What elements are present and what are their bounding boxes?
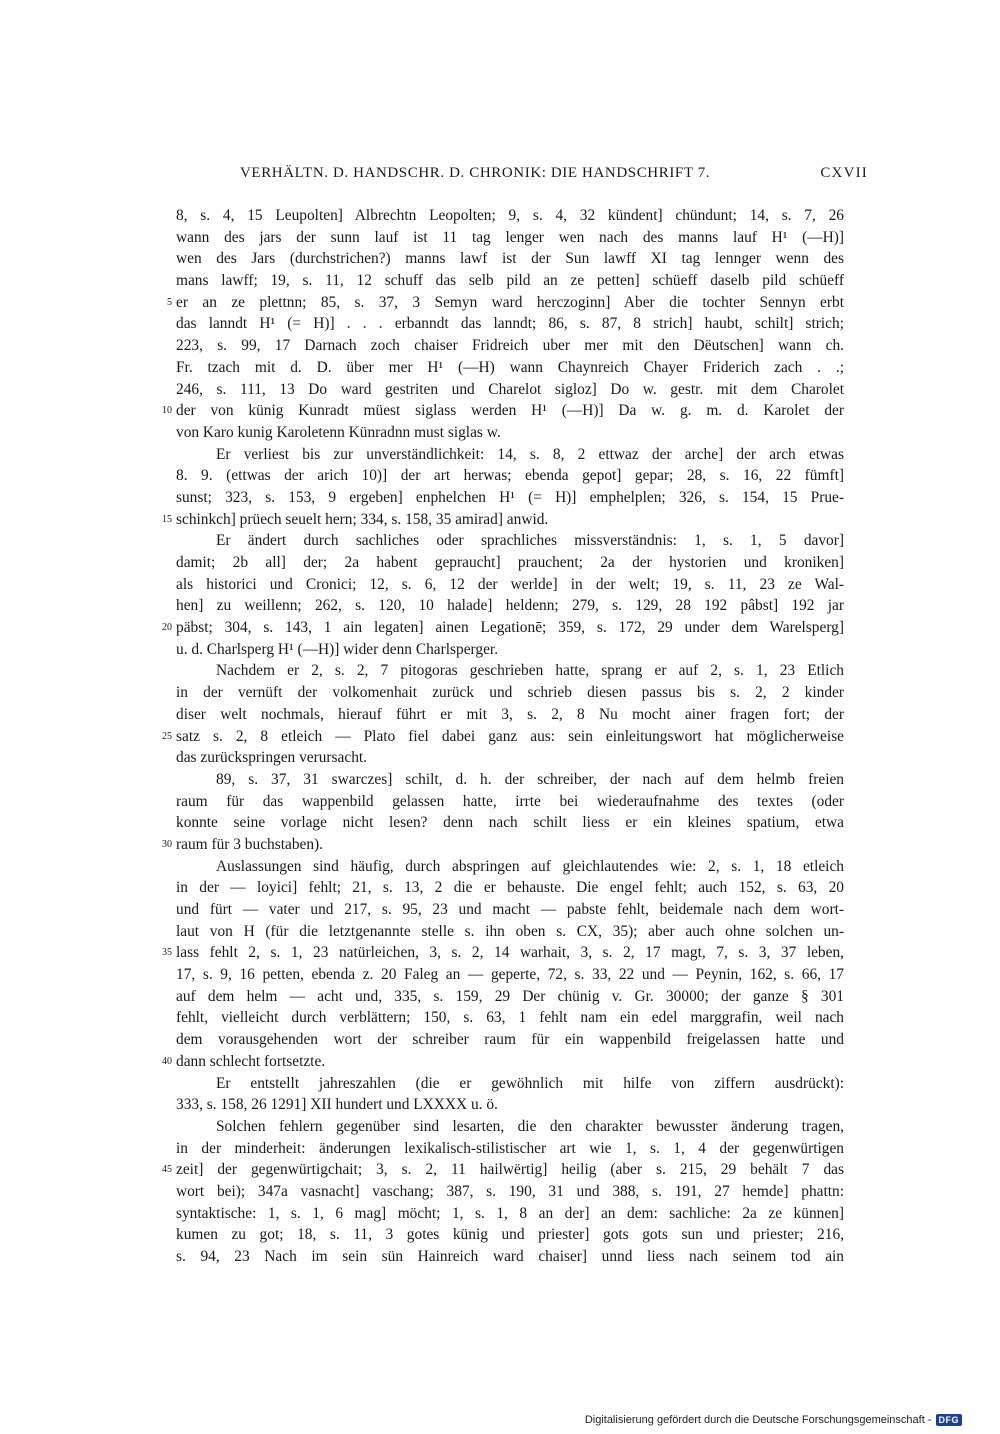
line-text: kumen zu got; 18, s. 11, 3 gotes künig und priester] gots gots sun und priester; 216, bbox=[176, 1226, 844, 1244]
text-line bbox=[176, 921, 844, 943]
line-text: wort bei); 347a vasnacht] vaschang; 387, s. 190, 31 und 388, s. 191, 27 hemde] phattn: bbox=[176, 1182, 844, 1200]
text-line bbox=[176, 530, 844, 552]
line-text: von Karo kunig Karoletenn Künradnn must siglas w. bbox=[176, 423, 501, 441]
running-header bbox=[240, 165, 868, 182]
text-line bbox=[162, 726, 844, 748]
line-text: 223, s. 99, 17 Darnach zoch chaiser Fridreich uber mer mit den Dëutschen] wann ch. bbox=[176, 337, 844, 355]
text-line bbox=[176, 270, 844, 292]
line-number: 30 bbox=[162, 838, 172, 850]
line-number: 15 bbox=[162, 513, 172, 525]
line-number: 40 bbox=[162, 1055, 172, 1067]
text-line bbox=[176, 986, 844, 1008]
text-line bbox=[176, 704, 844, 726]
line-text: diser welt nochmals, hierauf führt er mit 3, s. 2, 8 Nu mocht ainer fragen fort; der bbox=[176, 705, 844, 723]
line-text: laut von H (für die letztgenannte stelle s. ihn oben s. CX, 35); aber auch ohne solchen un- bbox=[176, 922, 844, 940]
line-text: raum für 3 buchstaben). bbox=[176, 835, 324, 853]
text-line bbox=[176, 1007, 844, 1029]
text-line bbox=[176, 791, 844, 813]
text-line bbox=[176, 227, 844, 249]
line-text: das zurückspringen verursacht. bbox=[176, 749, 368, 767]
line-text: 8, s. 4, 15 Leupolten] Albrechtn Leopolten; 9, s. 4, 32 kündent] chündunt; 14, s. 7, 26 bbox=[176, 207, 844, 224]
line-number: 5 bbox=[167, 296, 172, 308]
text-line bbox=[176, 964, 844, 986]
line-text: fehlt, vielleicht durch verblättern; 150, s. 63, 1 fehlt nam ein edel marggrafin, weil nach bbox=[176, 1009, 844, 1027]
text-line bbox=[176, 444, 844, 466]
line-text: konnte seine vorlage nicht lesen? denn nach schilt liess er ein kleines spatium, etwa bbox=[176, 814, 844, 832]
text-line bbox=[162, 509, 844, 531]
line-text: hen] zu weillenn; 262, s. 120, 10 halade] heldenn; 279, s. 129, 28 192 pâbst] 192 jar bbox=[176, 597, 844, 615]
text-line bbox=[162, 942, 844, 964]
line-text: dem vorausgehenden wort der schreiber raum für ein wappenbild freigelassen hatte und bbox=[176, 1031, 844, 1049]
line-text: dann schlecht fortsetzte. bbox=[176, 1052, 326, 1070]
line-text: Er verliest bis zur unverständlichkeit: 14, s. 8, 2 ettwaz der arche] der arch etwas bbox=[216, 445, 844, 463]
line-text: Solchen fehlern gegenüber sind lesarten, die den charakter bewusster änderung tragen, bbox=[216, 1117, 844, 1135]
line-text: mans lawff; 19, s. 11, 12 schuff das selb pild an ze petten] schüeff daselb pild schüeff bbox=[176, 272, 844, 290]
text-line bbox=[162, 400, 844, 422]
line-text: der von künig Kunradt müest siglass werden H¹ (—H)] Da w. g. m. d. Karolet der bbox=[176, 402, 844, 420]
text-line bbox=[167, 292, 844, 314]
line-text: satz s. 2, 8 etleich — Plato fiel dabei ganz aus: sein einleitungswort hat möglicherweise bbox=[176, 727, 844, 745]
text-line bbox=[176, 552, 844, 574]
line-number: 35 bbox=[162, 947, 172, 959]
text-line bbox=[162, 1051, 844, 1073]
line-text: und fürt — vater und 217, s. 95, 23 und macht — pabste fehlt, beidemale nach dem wort- bbox=[176, 901, 844, 918]
line-text: in der vernüft der volkomenhait zurück und schrieb diesen passus bis s. 2, 2 kinder bbox=[176, 684, 844, 702]
line-text: sunst; 323, s. 153, 9 ergeben] enphelchen H¹ (= H)] emphelplen; 326, s. 154, 15 Prue- bbox=[176, 488, 844, 506]
text-line bbox=[176, 595, 844, 617]
line-text: u. d. Charlsperg H¹ (—H)] wider denn Charlsperger. bbox=[176, 640, 499, 658]
text-line bbox=[176, 660, 844, 682]
text-line bbox=[176, 1181, 844, 1203]
line-text: damit; 2b all] der; 2a habent gepraucht] prauchent; 2a der hystorien und kroniken] bbox=[176, 554, 844, 571]
text-line bbox=[176, 639, 844, 661]
running-title: VERHÄLTN. D. HANDSCHR. D. CHRONIK: DIE HANDSCHRIFT 7. bbox=[240, 165, 711, 181]
line-text: päbst; 304, s. 143, 1 ain legaten] ainen Legationē; 359, s. 172, 29 under dem Warelsperg] bbox=[176, 619, 844, 637]
text-line bbox=[176, 877, 844, 899]
footer-credit-text: Digitalisierung gefördert durch die Deutsche Forschungsgemeinschaft - bbox=[584, 1414, 932, 1426]
text-line bbox=[176, 1138, 844, 1160]
text-line bbox=[176, 357, 844, 379]
dfg-logo: DFG bbox=[936, 1414, 963, 1426]
line-text: Auslassungen sind häufig, durch abspringen auf gleichlautendes wie: 2, s. 1, 18 etleich bbox=[216, 857, 844, 875]
text-block bbox=[162, 205, 844, 1268]
line-number: 10 bbox=[162, 405, 172, 417]
text-line bbox=[176, 1224, 844, 1246]
line-text: 333, s. 158, 26 1291] XII hundert und LXXXX u. ö. bbox=[176, 1096, 498, 1114]
line-text: 89, s. 37, 31 swarczes] schilt, d. h. der schreiber, der nach auf dem helmb freien bbox=[216, 770, 844, 788]
line-text: als historici und Cronici; 12, s. 6, 12 der werlde] in der welt; 19, s. 11, 23 ze Wal- bbox=[176, 575, 844, 593]
line-text: Er ändert durch sachliches oder sprachliches missverständnis: 1, s. 1, 5 davor] bbox=[216, 532, 844, 550]
text-line bbox=[176, 335, 844, 357]
text-line bbox=[176, 1203, 844, 1225]
line-text: 8. 9. (ettwas der arich 10)] der art herwas; ebenda gepot] gepar; 28, s. 16, 22 fümft] bbox=[176, 467, 844, 485]
line-text: zeit] der gegenwürtigchait; 3, s. 2, 11 hailwërtig] heilig (aber s. 215, 29 behält 7 das bbox=[176, 1161, 844, 1179]
text-line bbox=[176, 899, 844, 921]
text-line bbox=[176, 379, 844, 401]
line-text: wen des Jars (durchstrichen?) manns lawf ist der Sun lawff XI tag lennger wenn des bbox=[176, 250, 844, 268]
text-line bbox=[176, 1073, 844, 1095]
line-text: schinkch] prüech seuelt hern; 334, s. 158, 35 amirad] anwid. bbox=[176, 510, 549, 528]
text-line bbox=[176, 682, 844, 704]
text-line bbox=[176, 465, 844, 487]
line-text: auf dem helm — acht und, 335, s. 159, 29 Der chünig v. Gr. 30000; der ganze § 301 bbox=[176, 987, 844, 1005]
line-text: wann des jars der sunn lauf ist 11 tag lenger wen nach des manns lauf H¹ (—H)] bbox=[176, 228, 844, 246]
text-line bbox=[176, 856, 844, 878]
line-number: 45 bbox=[162, 1164, 172, 1176]
line-text: lass fehlt 2, s. 1, 23 natürleichen, 3, s. 2, 14 warhait, 3, s. 2, 17 magt, 7, s. 3, 37 leben, bbox=[176, 944, 844, 962]
text-line bbox=[176, 1116, 844, 1138]
text-line bbox=[176, 487, 844, 509]
line-text: syntaktische: 1, s. 1, 6 mag] möcht; 1, s. 1, 8 an der] an dem: sachliche: 2a ze künnen] bbox=[176, 1204, 844, 1222]
text-line bbox=[176, 812, 844, 834]
line-text: Nachdem er 2, s. 2, 7 pitogoras geschrieben hatte, sprang er auf 2, s. 1, 23 Etlich bbox=[216, 662, 844, 680]
text-line bbox=[176, 769, 844, 791]
line-text: Fr. tzach mit d. D. über mer H¹ (—H) wann Chaynreich Chayer Friderich zach . .; bbox=[176, 358, 844, 376]
line-text: Er entstellt jahreszahlen (die er gewöhnlich mit hilfe von ziffern ausdrückt): bbox=[216, 1074, 844, 1092]
line-text: 246, s. 111, 13 Do ward gestriten und Charelot sigloz] Do w. gestr. mit dem Charolet bbox=[176, 380, 844, 398]
page-number: CXVII bbox=[820, 165, 868, 181]
text-line bbox=[162, 1159, 844, 1181]
text-line bbox=[162, 834, 844, 856]
line-text: er an ze plettnn; 85, s. 37, 3 Semyn ward herczoginn] Aber die tochter Sennyn erbt bbox=[176, 293, 844, 311]
footer-credit bbox=[585, 1414, 962, 1426]
line-text: s. 94, 23 Nach im sein sün Hainreich ward chaiser] unnd liess nach seinem tod ain bbox=[176, 1248, 844, 1265]
text-line bbox=[176, 205, 844, 227]
text-line bbox=[176, 422, 844, 444]
text-line bbox=[176, 313, 844, 335]
text-line bbox=[176, 1029, 844, 1051]
line-text: in der — loyici] fehlt; 21, s. 13, 2 die er behauste. Die engel fehlt; auch 152, s. 63, 20 bbox=[176, 879, 844, 897]
line-text: das lanndt H¹ (= H)] . . . erbanndt das lanndt; 86, s. 87, 8 strich] haubt, schilt] strich; bbox=[176, 315, 844, 333]
line-text: raum für das wappenbild gelassen hatte, irrte bei wiederaufnahme des textes (oder bbox=[176, 792, 844, 810]
line-text: 17, s. 9, 16 petten, ebenda z. 20 Faleg an — geperte, 72, s. 33, 22 und — Peynin, 162, s. 66, 17 bbox=[176, 966, 844, 984]
text-line bbox=[176, 248, 844, 270]
text-line bbox=[176, 574, 844, 596]
text-line bbox=[176, 747, 844, 769]
text-line bbox=[162, 617, 844, 639]
text-line bbox=[176, 1246, 844, 1268]
line-text: in der minderheit: änderungen lexikalisch-stilistischer art wie 1, s. 1, 4 der gegenwürtigen bbox=[176, 1139, 844, 1157]
line-number: 25 bbox=[162, 730, 172, 742]
text-line bbox=[176, 1094, 844, 1116]
line-number: 20 bbox=[162, 622, 172, 634]
